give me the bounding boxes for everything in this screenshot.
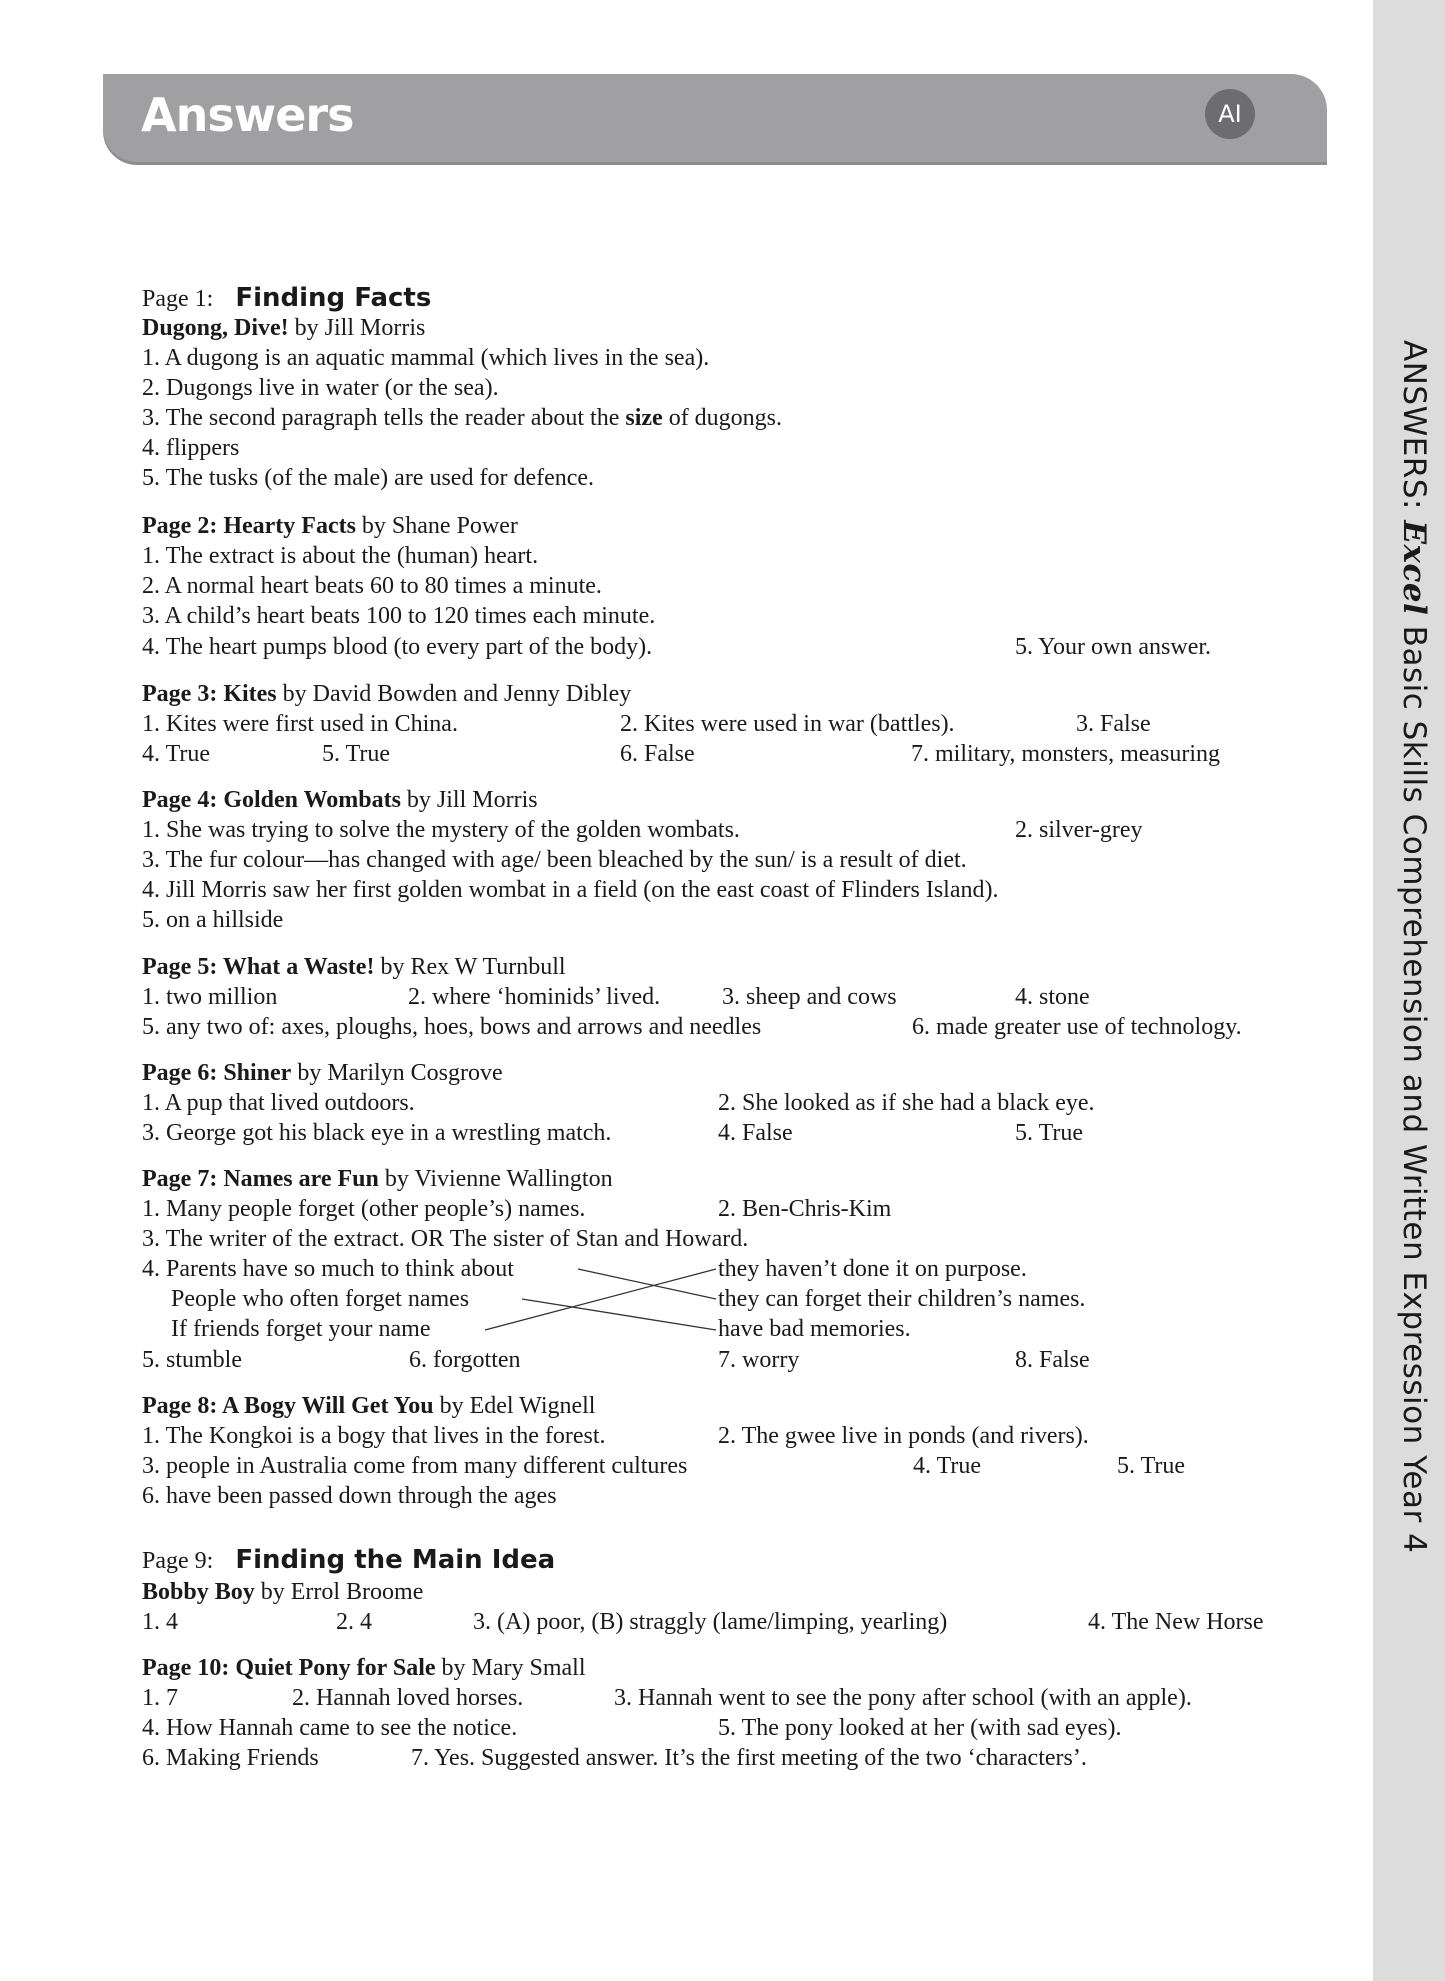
match-left: If friends forget your name [171, 1316, 431, 1342]
author: by David Bowden and Jenny Dibley [276, 681, 632, 707]
answer: 5. The tusks (of the male) are used for defence. [142, 465, 595, 491]
answer: 1. A pup that lived outdoors. [142, 1090, 415, 1116]
answer: 5. True [1015, 1120, 1084, 1146]
answer: 2. Hannah loved horses. [292, 1685, 524, 1711]
section-title: Finding the Main Idea [235, 1545, 556, 1575]
author: by Rex W Turnbull [374, 954, 566, 980]
story-title: Hearty Facts [223, 513, 356, 539]
match-left: People who often forget names [171, 1286, 470, 1312]
story-title: Bobby Boy [142, 1579, 255, 1605]
answer: 5. The pony looked at her (with sad eyes). [718, 1715, 1122, 1741]
answer-text: 3. The second paragraph tells the reader about the [142, 405, 626, 431]
answer-text: of dugongs. [662, 405, 783, 431]
answer: 4. flippers [142, 435, 240, 461]
story-title: Dugong, Dive! [142, 315, 289, 341]
answer: 1. She was trying to solve the mystery of the golden wombats. [142, 817, 740, 843]
answer: 5. on a hillside [142, 907, 284, 933]
answer: 3. people in Australia come from many different cultures [142, 1453, 688, 1479]
section-badge: AI [1205, 89, 1255, 139]
answer: 4. True [142, 741, 211, 767]
answer: 4. How Hannah came to see the notice. [142, 1715, 518, 1741]
match-right: they haven’t done it on purpose. [718, 1256, 1027, 1282]
author: by Jill Morris [288, 315, 426, 341]
story-heading [142, 1578, 423, 1606]
author: by Edel Wignell [433, 1393, 596, 1419]
page-label: Page 10: [142, 1655, 236, 1681]
answer: 4. Jill Morris saw her first golden wombat in a field (on the east coast of Flinders Island). [142, 877, 999, 903]
match-right: have bad memories. [718, 1316, 911, 1342]
page-label: Page 9: [142, 1548, 214, 1574]
answer: 3. The writer of the extract. OR The sister of Stan and Howard. [142, 1226, 749, 1252]
answer: 4. stone [1015, 984, 1090, 1010]
page-label: Page 3: [142, 681, 224, 707]
answer: 2. silver-grey [1015, 817, 1143, 843]
answer: 1. The Kongkoi is a bogy that lives in the forest. [142, 1423, 606, 1449]
answer: 2. where ‘hominids’ lived. [408, 984, 661, 1010]
author: by Mary Small [435, 1655, 586, 1681]
author: by Shane Power [355, 513, 518, 539]
page-label: Page 4: [142, 787, 224, 813]
answer: 3. False [1076, 711, 1151, 737]
story-title: Names are Fun [223, 1166, 379, 1192]
answer: 5. True [1117, 1453, 1186, 1479]
page-label: Page 2: [142, 513, 224, 539]
page-label: Page 7: [142, 1166, 224, 1192]
page-label: Page 8: [142, 1393, 222, 1419]
answer: 1. The extract is about the (human) heart. [142, 543, 539, 569]
story-title: Golden Wombats [223, 787, 401, 813]
answer: 6. forgotten [409, 1347, 521, 1373]
answer: 7. Yes. Suggested answer. It’s the first meeting of the two ‘characters’. [411, 1745, 1087, 1771]
match-left: 4. Parents have so much to think about [142, 1256, 514, 1282]
story-title: What a Waste! [222, 954, 375, 980]
answer: 2. The gwee live in ponds (and rivers). [718, 1423, 1089, 1449]
answer: 3. Hannah went to see the pony after school (with an apple). [614, 1685, 1192, 1711]
page-label: Page 1: [142, 286, 214, 312]
side-suffix: Basic Skills Comprehension and Written Expression Year 4 [1396, 615, 1432, 1554]
answer: 6. made greater use of technology. [912, 1014, 1242, 1040]
author: by Errol Broome [254, 1579, 424, 1605]
answer: 5. any two of: axes, ploughs, hoes, bows and arrows and needles [142, 1014, 762, 1040]
answer: 2. A normal heart beats 60 to 80 times a minute. [142, 573, 602, 599]
story-heading [142, 1654, 586, 1682]
answer: 1. two million [142, 984, 278, 1010]
answer: 4. False [718, 1120, 793, 1146]
answer: 6. Making Friends [142, 1745, 319, 1771]
answer: 3. (A) poor, (B) straggly (lame/limping, yearling) [473, 1609, 948, 1635]
answer: 5. Your own answer. [1015, 634, 1212, 660]
author: by Marilyn Cosgrove [291, 1060, 503, 1086]
answer: 7. worry [718, 1347, 800, 1373]
story-title: A Bogy Will Get You [221, 1393, 434, 1419]
answer: 7. military, monsters, measuring [911, 741, 1221, 767]
answer: 1. 4 [142, 1609, 178, 1635]
answer-keyword: size [625, 405, 663, 431]
answer: 6. False [620, 741, 695, 767]
answer: 4. The New Horse [1088, 1609, 1264, 1635]
match-right: they can forget their children’s names. [718, 1286, 1086, 1312]
story-title: Kites [223, 681, 277, 707]
answer: 8. False [1015, 1347, 1090, 1373]
story-title: Shiner [223, 1060, 292, 1086]
answer: 5. stumble [142, 1347, 242, 1373]
answer: 3. The fur colour—has changed with age/ been bleached by the sun/ is a result of diet. [142, 847, 967, 873]
page-title: Answers [141, 88, 354, 142]
answer: 2. She looked as if she had a black eye. [718, 1090, 1095, 1116]
answer: 1. 7 [142, 1685, 178, 1711]
side-prefix: ANSWERS: [1396, 340, 1432, 521]
answer: 1. Many people forget (other people’s) names. [142, 1196, 586, 1222]
answer: 6. have been passed down through the ages [142, 1483, 557, 1509]
story-heading [142, 1392, 595, 1420]
author: by Vivienne Wallington [378, 1166, 613, 1192]
answer: 5. True [322, 741, 391, 767]
answer: 4. The heart pumps blood (to every part of the body). [142, 634, 653, 660]
page-label: Page 5: [142, 954, 223, 980]
answer: 1. Kites were first used in China. [142, 711, 458, 737]
answer: 3. A child’s heart beats 100 to 120 times each minute. [142, 603, 656, 629]
section-title: Finding Facts [235, 283, 432, 313]
story-title: Quiet Pony for Sale [235, 1655, 436, 1681]
answer: 3. George got his black eye in a wrestling match. [142, 1120, 612, 1146]
answer: 2. Dugongs live in water (or the sea). [142, 375, 499, 401]
answer: 3. sheep and cows [722, 984, 897, 1010]
answer: 2. Ben-Chris-Kim [718, 1196, 892, 1222]
page-label: Page 6: [142, 1060, 224, 1086]
answer: 2. 4 [336, 1609, 372, 1635]
answer: 1. A dugong is an aquatic mammal (which lives in the sea). [142, 345, 710, 371]
section-heading [142, 1546, 555, 1575]
brand-logo: Excel [1396, 520, 1432, 616]
answer: 4. True [913, 1453, 982, 1479]
author: by Jill Morris [400, 787, 538, 813]
answer: 2. Kites were used in war (battles). [620, 711, 955, 737]
